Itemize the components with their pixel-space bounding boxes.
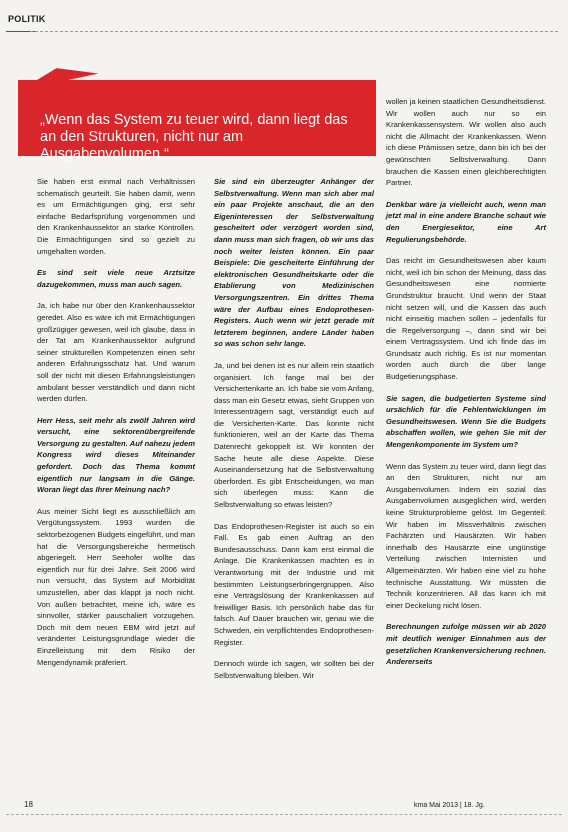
body-paragraph: Wenn das System zu teuer wird, dann liegt das an den Strukturen, nicht nur am Ausgabenvolumen. Indem ein sozial das Ausgabenvolumen ausgeglichen wird, werden keine Strukturprobleme gelöst. Im Gegenteil: Wir haben im Missverhältnis zwischen Fachärzten und Hausärzten. Wir haben innerhalb des Hausärzte eine ungünstige Verteilung zwischen Internisten und Allgemeinärzten. Wir haben eine viel zu hohe technische Ausstattung. Wir müssten die Technik konzentrieren. All das kann ich mit einer Deckelung nicht lösen. — [386, 461, 546, 610]
interview-question: Berechnungen zufolge müssen wir ab 2020 mit deutlich weniger Einnahmen aus der gesetzlichen Krankenversicherung rechnen. Andererseits — [386, 622, 546, 667]
interview-question: Sie sind ein überzeugter Anhänger der Selbstverwaltung. Wenn man sich aber mal ein paar Projekte anschaut, die an den Eigeninteressen der Selbstverwaltung gescheitert oder verzögert worden sind, dann muss man sich fragen, ob wir uns das noch weiter leisten können. Ein paar Beispiele: Die gescheiterte Einführung der elektronischen Gesundheitskarte oder die Etablierung von Medizinischen Versorgungszentren. Ein drittes Thema wäre der Aufbau eines Endoprothesen-Registers. Auch wenn wir jetzt gerade mit letzterem beginnen, andere Länder haben so was schon sehr lange. — [214, 177, 374, 349]
footer-issue: kma Mai 2013 | 18. Jg. — [414, 802, 485, 809]
pull-quote-text: „Wenn das System zu teuer wird, dann liegt das an den Strukturen, nicht nur am Ausgabenvolumen.“ — [40, 112, 348, 162]
page-number: 18 — [24, 800, 33, 809]
body-paragraph: Das reicht im Gesundheitswesen aber kaum nicht, weil ich bin schon der Meinung, dass das Gesundheitswesen eine normierte Grundstruktur braucht. Und wenn der Staat nicht setzen will, und die Kassen das auch nicht einseitig machen sollen – jedenfalls für die Regelversorgung –, dann sind wir bei einem Vertragssystem. Und ich finde das im Grundsatz auch richtig. Es ist nur momentan worden auch durch die über lange Budgetierungsphase. — [386, 256, 546, 382]
interview-question: Sie sagen, die budgetierten Systeme sind ursächlich für die Fehlentwicklungen im Gesundheitswesen. Wenn Sie die Budgets abschaffen wollen, wie gehen Sie mit der Mengenkomponente im System um? — [386, 393, 546, 450]
body-paragraph: wollen ja keinen staatlichen Gesundheitsdienst. Wir wollen auch nur so ein Krankenkassensystem. Wir wollen also auch nicht die Allmacht der Krankenkassen. Wenn ich diese Prämissen setze, dann bin ich bei der gewünschten Selbstverwaltung. Dann brauchen die Kassen einen gleichberechtigten Partner. — [386, 97, 546, 188]
article-column-2 — [214, 176, 374, 691]
header-rule — [30, 31, 558, 32]
interview-question: Herr Hess, seit mehr als zwölf Jahren wird versucht, eine sektorenübergreifende Versorgung zu gestalten. Auf nahezu jedem Kongress wird dieses Miteinander gefordert. Doch das Thema kommt eigentlich nur langsam in die Gänge. Woran liegt das Ihrer Meinung nach? — [37, 415, 195, 495]
body-paragraph: Das Endoprothesen-Register ist auch so ein Fall. Es gab einen Auftrag an den Bundesausschuss. Dann kam erst einmal die Anlage. Die Krankenkassen machten es in Verantwortung mit der Industrie und mit bestimmten Leistungserbringergruppen. Also eine Verträgslösung der Krankenkassen auf freiwilliger Basis. Ich persönlich habe das für falsch. Auf Dauer brauchen wir, genau wie die Schweden, ein verpflichtendes Endoprothesen-Register. — [214, 521, 374, 647]
article-column-3 — [386, 96, 546, 678]
interview-question: Es sind seit viele neue Arztsitze dazugekommen, muss man auch sagen. — [37, 268, 195, 289]
body-paragraph: Aus meiner Sicht liegt es ausschließlich am Vergütungssystem. 1993 wurden die sektorbezogenen Budgets eingeführt, und man hat die Versorgungsbereiche hermetisch abgeriegelt. Herr Seehofer wollte das eigentlich nur für drei Jahre. Seit 2006 wird nun versucht, das System auf Morbidität umzustellen, aber das klappt ja noch nicht. Von außen betrachtet, meine ich, wäre es sinnvoller, stärker pauschaliert vorzugehen. Doch mit dem neuen EBM wird jetzt auf veränderter Leistungsgrundlage wieder die Einzelleistung mit dem Risiko der Mengendynamik präferiert. — [37, 506, 195, 667]
body-paragraph: Sie haben erst einmal nach Verhältnissen schematisch geurteilt. Sie haben damit, wenn es um Ermächtigungen ging, erst sehr einfache Bedarfsprüfung vorgenommen und den Krankenhaussektor an starke Kontrollen. Die Ermächtigungen sind so gezielt zu umgehalten worden. — [37, 177, 195, 256]
section-label: POLITIK — [8, 14, 46, 24]
interview-question: Denkbar wäre ja vielleicht auch, wenn man jetzt mal in eine andere Branche schaut wie den Energiesektor, eine Art Regulierungsbehörde. — [386, 199, 546, 244]
footer-rule — [6, 814, 562, 815]
article-column-1 — [37, 176, 195, 678]
body-paragraph: Ja, ich habe nur über den Krankenhaussektor geredet. Also es wäre ich mit Ermächtigungen großzügiger gewesen, weil ich glaube, dass in der Tat am Krankenhaussektor aufgrund seiner strukturellen Kompetenzen einen sehr anderen Erfahrungsschatz hat. Und warum soll der nicht mit diesen Erfahrungsleistungen ambulant besser verständlich und dann nicht werden dürfen. — [37, 301, 195, 404]
body-paragraph: Ja, und bei denen ist es nur allein rein staatlich organisiert. Ich fange mal bei der Versichertenkarte an. Ich habe sie vom Anfang, dass man ein Gesetz etwas, sieht Gruppen von Interessenträgern sagt, verständigt euch auf die Versicherten-Karte. Das konnte nicht funktionieren, weil an der Karte das Thema Datenrecht gekoppelt ist. Wir konnten der Sache heute alle diese Aspekte. Diese Auseinandersetzung hat die Selbstverwaltung überfordert. Es gibt Entscheidungen, wo man sich überlegen muss: Kann die Selbstverwaltung so etwas leisten? — [214, 360, 374, 510]
body-paragraph: Dennoch würde ich sagen, wir sollten bei der Selbstverwaltung bleiben. Wir — [214, 659, 374, 680]
